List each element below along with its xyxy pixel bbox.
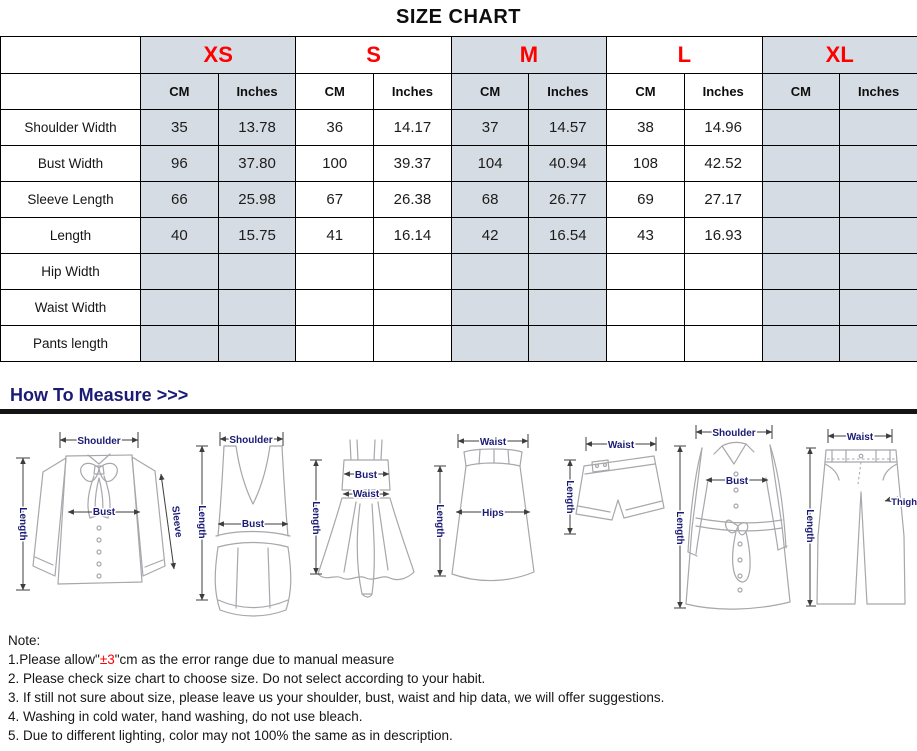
size-value-cell: [607, 290, 685, 326]
size-value-cell: [218, 254, 296, 290]
length-measure-label: Length: [434, 504, 445, 538]
size-value-cell: [141, 254, 219, 290]
size-value-cell: 66: [141, 182, 219, 218]
size-value-cell: [762, 110, 840, 146]
size-table-body: [1, 110, 917, 362]
note-line-3: 3. If still not sure about size, please leave us your shoulder, bust, waist and hip data, we will offer suggestions.: [8, 690, 665, 705]
size-value-cell: 16.14: [374, 218, 452, 254]
size-value-cell: [529, 326, 607, 362]
size-value-cell: [840, 146, 917, 182]
size-value-cell: [141, 326, 219, 362]
waist-measure-label: Waist: [846, 432, 874, 443]
size-value-cell: 68: [451, 182, 529, 218]
garment-figure-coat: [674, 425, 790, 609]
corner-cell: [1, 74, 141, 110]
table-row: [1, 254, 917, 290]
size-value-cell: 40: [141, 218, 219, 254]
note-line-5: 5. Due to different lighting, color may not 100% the same as in description.: [8, 728, 453, 743]
shoulder-measure-label: Shoulder: [77, 436, 121, 447]
length-measure-label: Length: [196, 505, 207, 539]
table-row: [1, 290, 917, 326]
unit-header-cell: CM: [141, 74, 219, 110]
size-value-cell: 15.75: [218, 218, 296, 254]
size-value-cell: [451, 254, 529, 290]
unit-header-cell: Inches: [529, 74, 607, 110]
size-chart-table: [0, 36, 917, 362]
size-value-cell: [218, 326, 296, 362]
garment-figure-skirt: [434, 434, 534, 581]
size-value-cell: [762, 326, 840, 362]
waist-measure-label: Waist: [479, 437, 507, 448]
size-value-cell: [840, 110, 917, 146]
size-value-cell: [684, 290, 762, 326]
bust-measure-label: Bust: [92, 507, 116, 518]
length-measure-label: Length: [310, 501, 321, 535]
size-value-cell: 14.57: [529, 110, 607, 146]
size-value-cell: [762, 218, 840, 254]
bust-measure-label: Bust: [725, 476, 749, 487]
unit-header-cell: CM: [296, 74, 374, 110]
unit-header-cell: Inches: [684, 74, 762, 110]
size-value-cell: 36: [296, 110, 374, 146]
size-header-m: M: [451, 37, 606, 74]
size-value-cell: [607, 326, 685, 362]
unit-header-cell: Inches: [840, 74, 917, 110]
shoulder-measure-label: Shoulder: [229, 435, 273, 446]
garment-figure-blouse: [16, 432, 184, 590]
unit-header-cell: CM: [451, 74, 529, 110]
length-measure-label: Length: [674, 511, 685, 545]
size-value-cell: 26.38: [374, 182, 452, 218]
unit-header-cell: CM: [607, 74, 685, 110]
note-line-2: 2. Please check size chart to choose size. Do not select according to your habit.: [8, 671, 486, 686]
size-value-cell: [451, 326, 529, 362]
size-value-cell: [684, 254, 762, 290]
size-header-xs: XS: [141, 37, 296, 74]
size-header-xl: XL: [762, 37, 917, 74]
measurement-row-label: Sleeve Length: [1, 182, 141, 218]
size-value-cell: 35: [141, 110, 219, 146]
size-value-cell: 16.54: [529, 218, 607, 254]
size-value-cell: 42.52: [684, 146, 762, 182]
garment-figure-dress: [310, 440, 414, 597]
measurement-row-label: Waist Width: [1, 290, 141, 326]
measurement-row-label: Length: [1, 218, 141, 254]
thigh-measure-label: Thigh: [891, 497, 917, 508]
size-value-cell: [840, 290, 917, 326]
page-title: SIZE CHART: [396, 6, 521, 28]
size-value-cell: [374, 254, 452, 290]
size-value-cell: [451, 290, 529, 326]
size-value-cell: 38: [607, 110, 685, 146]
size-value-cell: [840, 254, 917, 290]
measurement-row-label: Pants length: [1, 326, 141, 362]
note-highlight: ±3: [99, 652, 115, 667]
how-to-measure-figures: [0, 414, 917, 619]
length-measure-label: Length: [564, 480, 575, 514]
garment-figure-tank-top: [196, 432, 291, 616]
size-value-cell: 14.17: [374, 110, 452, 146]
size-value-cell: [607, 254, 685, 290]
length-measure-label: Length: [17, 507, 28, 541]
size-value-cell: 67: [296, 182, 374, 218]
size-value-cell: [529, 254, 607, 290]
size-value-cell: [529, 290, 607, 326]
size-header-row: [1, 37, 917, 74]
size-value-cell: [762, 254, 840, 290]
size-value-cell: 37.80: [218, 146, 296, 182]
size-value-cell: [762, 146, 840, 182]
note-line-4: 4. Washing in cold water, hand washing, do not use bleach.: [8, 709, 363, 724]
size-value-cell: [840, 218, 917, 254]
sleeve-measure-label: Sleeve: [169, 505, 184, 539]
unit-header-cell: Inches: [374, 74, 452, 110]
notes-heading: Note:: [8, 633, 41, 648]
size-value-cell: 40.94: [529, 146, 607, 182]
garment-figure-shorts: [564, 437, 664, 534]
corner-cell: [1, 37, 141, 74]
table-row: [1, 326, 917, 362]
size-value-cell: 104: [451, 146, 529, 182]
size-value-cell: 16.93: [684, 218, 762, 254]
size-value-cell: [296, 326, 374, 362]
measurement-row-label: Bust Width: [1, 146, 141, 182]
size-value-cell: 14.96: [684, 110, 762, 146]
size-value-cell: [840, 326, 917, 362]
size-value-cell: 13.78: [218, 110, 296, 146]
size-value-cell: 108: [607, 146, 685, 182]
size-value-cell: 96: [141, 146, 219, 182]
measurement-row-label: Hip Width: [1, 254, 141, 290]
table-row: [1, 146, 917, 182]
table-row: [1, 182, 917, 218]
unit-header-cell: Inches: [218, 74, 296, 110]
size-value-cell: 100: [296, 146, 374, 182]
table-row: [1, 110, 917, 146]
hips-measure-label: Hips: [482, 508, 504, 519]
waist-measure-label: Waist: [607, 440, 635, 451]
size-value-cell: [840, 182, 917, 218]
size-value-cell: 37: [451, 110, 529, 146]
unit-header-row: [1, 74, 917, 110]
size-value-cell: [762, 182, 840, 218]
bust-measure-label: Bust: [241, 519, 265, 530]
note-line-1: [8, 650, 917, 669]
size-value-cell: [762, 290, 840, 326]
note-text: 1.Please allow": [8, 652, 100, 667]
size-value-cell: 43: [607, 218, 685, 254]
size-value-cell: 41: [296, 218, 374, 254]
size-value-cell: 25.98: [218, 182, 296, 218]
table-row: [1, 218, 917, 254]
size-value-cell: 39.37: [374, 146, 452, 182]
size-value-cell: [141, 290, 219, 326]
shoulder-measure-label: Shoulder: [712, 428, 756, 439]
size-value-cell: [296, 290, 374, 326]
waist-measure-label: Waist: [352, 489, 380, 500]
size-value-cell: 26.77: [529, 182, 607, 218]
bust-measure-label: Bust: [354, 470, 378, 481]
size-value-cell: [374, 290, 452, 326]
unit-header-cell: CM: [762, 74, 840, 110]
size-value-cell: 27.17: [684, 182, 762, 218]
size-value-cell: [684, 326, 762, 362]
size-header-l: L: [607, 37, 762, 74]
note-text: "cm as the error range due to manual measure: [114, 652, 395, 667]
size-value-cell: [374, 326, 452, 362]
size-value-cell: 42: [451, 218, 529, 254]
size-value-cell: [218, 290, 296, 326]
how-to-measure-heading: How To Measure >>>: [10, 385, 189, 405]
measurement-row-label: Shoulder Width: [1, 110, 141, 146]
notes-section: [0, 619, 917, 745]
size-header-s: S: [296, 37, 451, 74]
size-value-cell: 69: [607, 182, 685, 218]
length-measure-label: Length: [804, 509, 815, 543]
size-value-cell: [296, 254, 374, 290]
garment-figure-pants: [804, 429, 917, 606]
